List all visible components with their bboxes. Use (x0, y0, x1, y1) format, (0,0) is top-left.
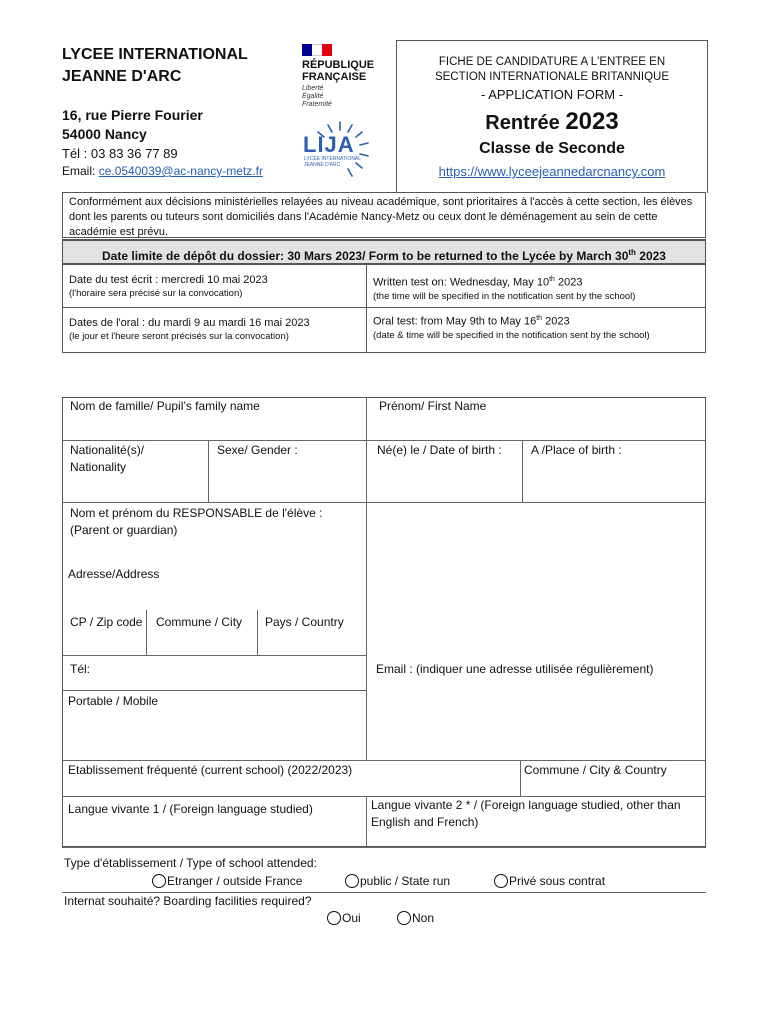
rf-motto-3: Fraternité (302, 101, 332, 108)
form-title-box (396, 40, 708, 193)
written-test-fr-note: (l'horaire sera précisé sur la convocation) (69, 288, 243, 299)
place-of-birth-field[interactable]: A /Place of birth : (531, 443, 622, 457)
rentree-year (397, 108, 707, 136)
school-name-line2: JEANNE D'ARC (62, 68, 182, 85)
radio-foreign-icon[interactable] (152, 874, 166, 888)
deadline-text: Date limite de dépôt du dossier: 30 Mars 2023/ Form to be returned to the Lycée by March 30 (102, 249, 629, 263)
address-field[interactable]: Adresse/Address (68, 567, 160, 581)
option-yes[interactable] (327, 910, 361, 927)
website-link[interactable]: https://www.lyceejeannedarcnancy.com (438, 164, 666, 179)
radio-no-icon[interactable] (397, 911, 411, 925)
school-name-line1: LYCEE INTERNATIONAL (62, 46, 248, 63)
first-name-field[interactable]: Prénom/ First Name (379, 399, 487, 413)
zip-code-field[interactable]: CP / Zip code (70, 615, 143, 629)
option-foreign-label: Etranger / outside France (167, 874, 303, 888)
deadline-year: 2023 (635, 249, 666, 263)
form-title-line2: SECTION INTERNATIONALE BRITANNIQUE (434, 71, 670, 83)
school-phone: Tél : 03 83 36 77 89 (62, 146, 178, 161)
nationality-field[interactable]: Nationalité(s)/ Nationality (70, 443, 145, 474)
oral-test-en-year: 2023 (542, 315, 570, 328)
rf-line1: RÉPUBLIQUE (302, 59, 375, 71)
rf-motto (302, 85, 382, 109)
language2-field[interactable]: Langue vivante 2 * / (Foreign language studied, other than English and French) (371, 798, 681, 829)
application-form-label: - APPLICATION FORM - (480, 87, 624, 102)
school-email-link[interactable]: ce.0540039@ac-nancy-metz.fr (98, 164, 263, 178)
deadline-sup: th (628, 248, 636, 257)
school-street: 16, rue Pierre Fourier (62, 107, 203, 123)
date-of-birth-field[interactable]: Né(e) le / Date of birth : (377, 443, 502, 457)
option-private[interactable] (494, 873, 605, 890)
mobile-field[interactable]: Portable / Mobile (68, 694, 159, 708)
radio-public-icon[interactable] (345, 874, 359, 888)
option-private-label: Privé sous contrat (509, 874, 606, 888)
email-field[interactable]: Email : (indiquer une adresse utilisée régulièrement) (376, 662, 654, 676)
radio-yes-icon[interactable] (327, 911, 341, 925)
written-test-en-year: 2023 (554, 276, 583, 289)
school-email-row (62, 164, 263, 178)
lija-logo: LIJA (303, 132, 355, 157)
written-test-fr (62, 264, 367, 308)
written-test-en-sup: th (549, 276, 555, 283)
written-test-en-text: Written test on: Wednesday, May 10 (373, 276, 550, 289)
oral-test-en-note: (date & time will be specified in the notification sent by the school) (373, 329, 650, 341)
boarding-label: Internat souhaité? Boarding facilities required? (64, 894, 312, 908)
city-field[interactable]: Commune / City (156, 615, 243, 629)
radio-private-icon[interactable] (494, 874, 508, 888)
oral-test-fr-text: Dates de l'oral : du mardi 9 au mardi 16 mai 2023 (69, 317, 310, 329)
option-public[interactable] (345, 873, 450, 890)
option-yes-label: Oui (342, 911, 361, 925)
oral-test-fr (62, 307, 367, 353)
written-test-fr-text: Date du test écrit : mercredi 10 mai 2023 (69, 274, 268, 286)
option-foreign[interactable] (152, 873, 302, 890)
written-test-en-note: (the time will be specified in the notification sent by the school) (373, 290, 636, 302)
oral-test-en (366, 307, 706, 353)
family-name-field[interactable]: Nom de famille/ Pupil’s family name (70, 399, 260, 413)
school-city: 54000 Nancy (62, 126, 147, 142)
school-address (62, 106, 203, 144)
classe-label: Classe de Seconde (479, 140, 625, 157)
tel-field[interactable]: Tél: (70, 662, 91, 676)
option-no[interactable] (397, 910, 434, 927)
written-test-en (366, 264, 706, 308)
school-name (62, 44, 248, 88)
rf-line2: FRANÇAISE (302, 71, 367, 83)
oral-test-en-text: Oral test: from May 9th to May 16 (373, 315, 537, 328)
gender-field[interactable]: Sexe/ Gender : (217, 443, 298, 457)
school-city-country-field[interactable]: Commune / City & Country (524, 763, 667, 777)
option-no-label: Non (412, 911, 435, 925)
lija-subtitle: LYCÉE INTERNATIONAL JEANNE D'ARC (304, 156, 361, 168)
country-field[interactable]: Pays / Country (265, 615, 344, 629)
school-type-label: Type d'établissement / Type of school attended: (64, 856, 317, 870)
marianne-flag-icon (302, 44, 332, 56)
language1-field[interactable]: Langue vivante 1 / (Foreign language studied) (68, 802, 313, 816)
oral-test-fr-note: (le jour et l'heure seront précisés sur la convocation) (69, 331, 289, 342)
oral-test-en-sup: th (536, 315, 543, 322)
option-public-label: public / State run (360, 874, 451, 888)
school-email-label: Email: (62, 164, 96, 178)
guardian-field[interactable]: Nom et prénom du RESPONSABLE de l'élève : (Parent or guardian) (70, 506, 323, 537)
priority-notice: Conformément aux décisions ministérielles relayées au niveau académique, sont prioritaires à l'accès à cette section, les élèves dont les parents ou tuteurs sont domiciliés dans l'Académie Nancy-Metz ou ceux dont le déménagement au sein de cette académie est prévu. (62, 192, 706, 238)
rf-motto-1: Liberté (302, 85, 324, 92)
year-label: 2023 (565, 108, 619, 135)
form-title-line1: FICHE DE CANDIDATURE A L'ENTREE EN (438, 56, 666, 68)
rentree-label: Rentrée (485, 112, 560, 134)
rf-motto-2: Égalité (302, 93, 324, 100)
deadline-banner (62, 239, 706, 264)
republique-francaise-logo (302, 44, 382, 109)
form-title (397, 55, 707, 85)
current-school-field[interactable]: Etablissement fréquenté (current school) (2022/2023) (68, 763, 353, 777)
